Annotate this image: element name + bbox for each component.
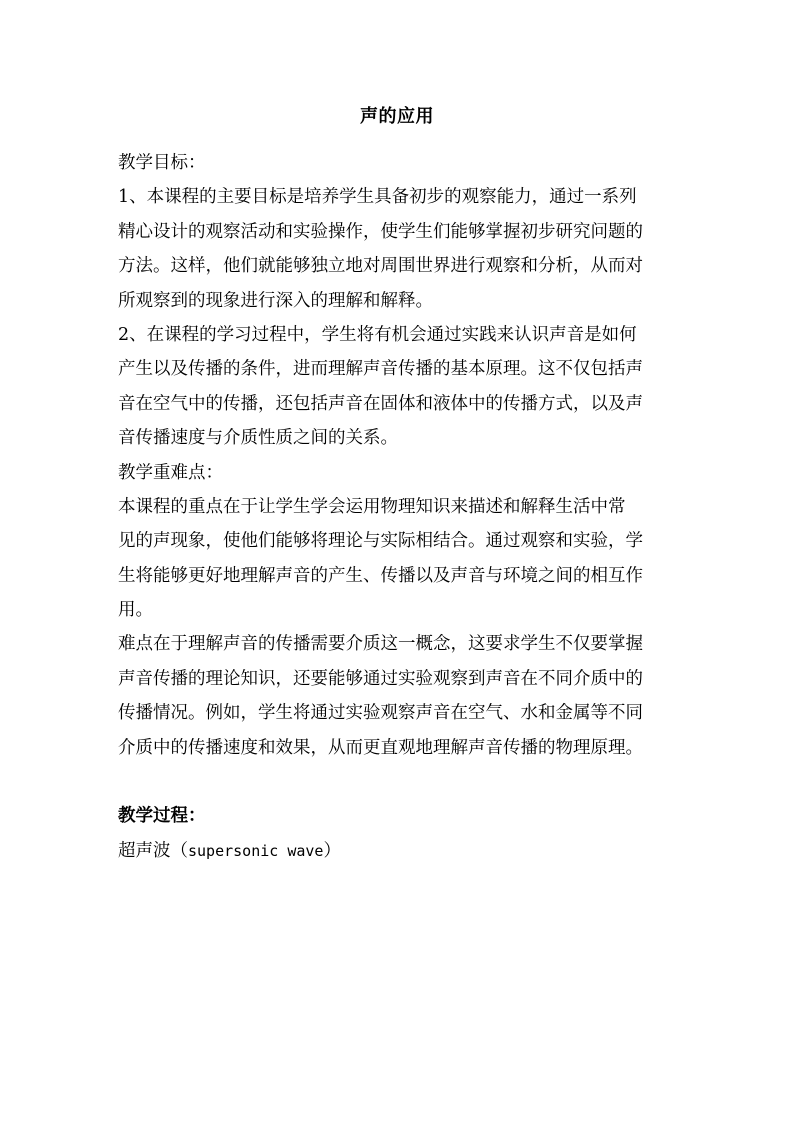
objectives-heading: 教学目标： xyxy=(118,153,206,173)
paragraph-line: 方法。这样，他们就能够独立地对周围世界进行观察和分析，从而对 xyxy=(118,256,643,277)
paragraph-line: 2、在课程的学习过程中，学生将有机会通过实践来认识声音是如何 xyxy=(118,324,637,345)
objective-1-paragraph xyxy=(118,180,678,318)
paragraph-line: 声音传播的理论知识，还要能够通过实验观察到声音在不同介质中的 xyxy=(118,668,643,689)
document-body xyxy=(118,146,678,868)
paragraph-line: 难点在于理解声音的传播需要介质这一概念，这要求学生不仅要掌握 xyxy=(118,634,643,655)
paragraph-line: 生将能够更好地理解声音的产生、传播以及声音与环境之间的相互作 xyxy=(118,565,643,586)
paragraph-line: 本课程的重点在于让学生学会运用物理知识来描述和解释生活中常 xyxy=(118,496,626,517)
ultrasonic-line xyxy=(118,834,678,868)
page-title: 声的应用 xyxy=(360,106,434,127)
ultrasonic-prefix: 超声波（ xyxy=(118,840,188,861)
paragraph-line: 精心设计的观察活动和实验操作，使学生们能够掌握初步研究问题的 xyxy=(118,221,643,242)
paragraph-line: 1、本课程的主要目标是培养学生具备初步的观察能力，通过一系列 xyxy=(118,187,637,208)
key-points-heading: 教学重难点： xyxy=(118,462,223,483)
paragraph-line: 见的声现象，使他们能够将理论与实际相结合。通过观察和实验，学 xyxy=(118,531,643,552)
paragraph-line: 用。 xyxy=(118,600,153,621)
paragraph-line: 所观察到的现象进行深入的理解和解释。 xyxy=(118,290,433,311)
paragraph-line: 音在空气中的传播，还包括声音在固体和液体中的传播方式，以及声 xyxy=(118,393,643,414)
ultrasonic-suffix: ） xyxy=(323,840,341,861)
paragraph-line: 介质中的传播速度和效果，从而更直观地理解声音传播的物理原理。 xyxy=(118,737,643,758)
paragraph-line: 传播情况。例如，学生将通过实验观察声音在空气、水和金属等不同 xyxy=(118,703,643,724)
paragraph-line: 产生以及传播的条件，进而理解声音传播的基本原理。这不仅包括声 xyxy=(118,359,643,380)
paragraph-line: 音传播速度与介质性质之间的关系。 xyxy=(118,428,398,449)
blank-line xyxy=(118,765,678,799)
process-heading: 教学过程： xyxy=(118,806,206,827)
difficulty-paragraph xyxy=(118,627,678,765)
ultrasonic-english: supersonic wave xyxy=(188,841,324,860)
key-points-paragraph xyxy=(118,490,678,628)
objective-2-paragraph xyxy=(118,318,678,456)
